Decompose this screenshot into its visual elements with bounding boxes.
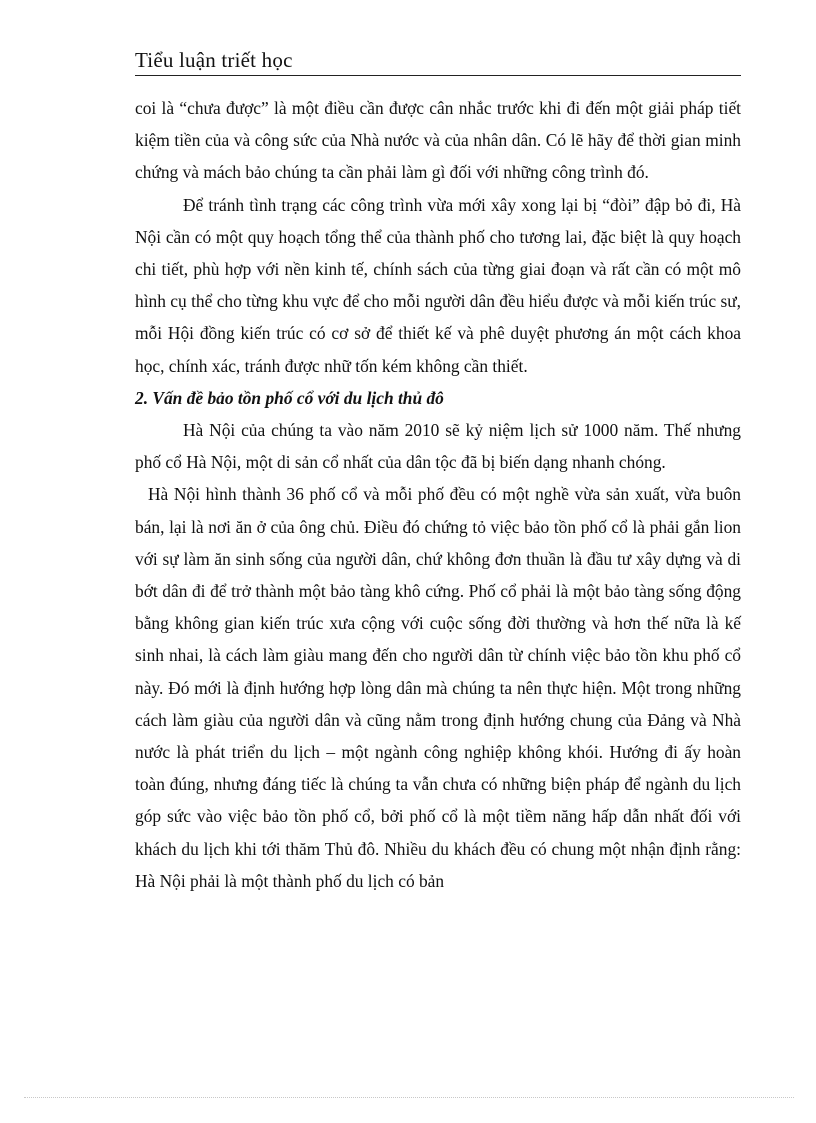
page-header [135,48,741,76]
section-heading: 2. Vấn đề bảo tồn phố cổ với du lịch thủ đô [135,387,444,408]
paragraph-old-quarter: Hà Nội hình thành 36 phố cổ và mỗi phố đều có một nghề vừa sản xuất, vừa buôn bán, lại là nơi ăn ở của ông chủ. Điều đó chứng tỏ việc bảo tồn phố cổ là phải gắn lion với sự làm ăn sinh sống của người dân, chứ không đơn thuần là đầu tư xây dựng và di bớt dân đi để trở thành một bảo tàng khô cứng. Phố cổ phải là một bảo tàng sống động bằng không gian kiến trúc xưa cộng với cuộc sống đời thường và hơn thế nữa là kế sinh nhai, là cách làm giàu mang đến cho người dân từ chính việc bảo tồn khu phố cổ này. Đó mới là định hướng hợp lòng dân mà chúng ta nên thực hiện. Một trong những cách làm giàu của người dân và cũng nằm trong định hướng chung của Đảng và Nhà nước là phát triển du lịch – một ngành công nghiệp không khói. Hướng đi ấy hoàn toàn đúng, nhưng đáng tiếc là chúng ta vẫn chưa có những biện pháp để ngành du lịch góp sức vào việc bảo tồn phố cổ, bởi phố cổ là một tiềm năng hấp dẫn nhất đối với khách du lịch khi tới thăm Thủ đô. Nhiều du khách đều có chung một nhận định rằng: Hà Nội phải là một thành phố du lịch có bản [135,484,741,891]
paragraph-continuation: coi là “chưa được” là một điều cần được cân nhắc trước khi đi đến một giải pháp tiết kiệm tiền của và công sức của Nhà nước và của nhân dân. Có lẽ hãy để thời gian minh chứng và mách bảo chúng ta cần phải làm gì đối với những công trình đó. [135,98,741,183]
page-bottom-divider [24,1097,794,1098]
header-title: Tiểu luận triết học [135,48,293,72]
paragraph-millennium: Hà Nội của chúng ta vào năm 2010 sẽ kỷ niệm lịch sử 1000 năm. Thế nhưng phố cổ Hà Nội, một di sản cổ nhất của dân tộc đã bị biến dạng nhanh chóng. [135,420,741,473]
paragraph-planning: Để tránh tình trạng các công trình vừa mới xây xong lại bị “đòi” đập bỏ đi, Hà Nội cần có một quy hoạch tổng thể của thành phố cho tương lai, đặc biệt là quy hoạch chi tiết, phù hợp với nền kinh tế, chính sách của từng giai đoạn và rất cần có một mô hình cụ thể cho từng khu vực để cho mỗi người dân đều hiểu được và mỗi kiến trúc sư, mỗi Hội đồng kiến trúc có cơ sở để thiết kế và phê duyệt phương án một cách khoa học, chính xác, tránh được nhữ tốn kém không cần thiết. [135,194,741,376]
document-body [135,92,741,897]
